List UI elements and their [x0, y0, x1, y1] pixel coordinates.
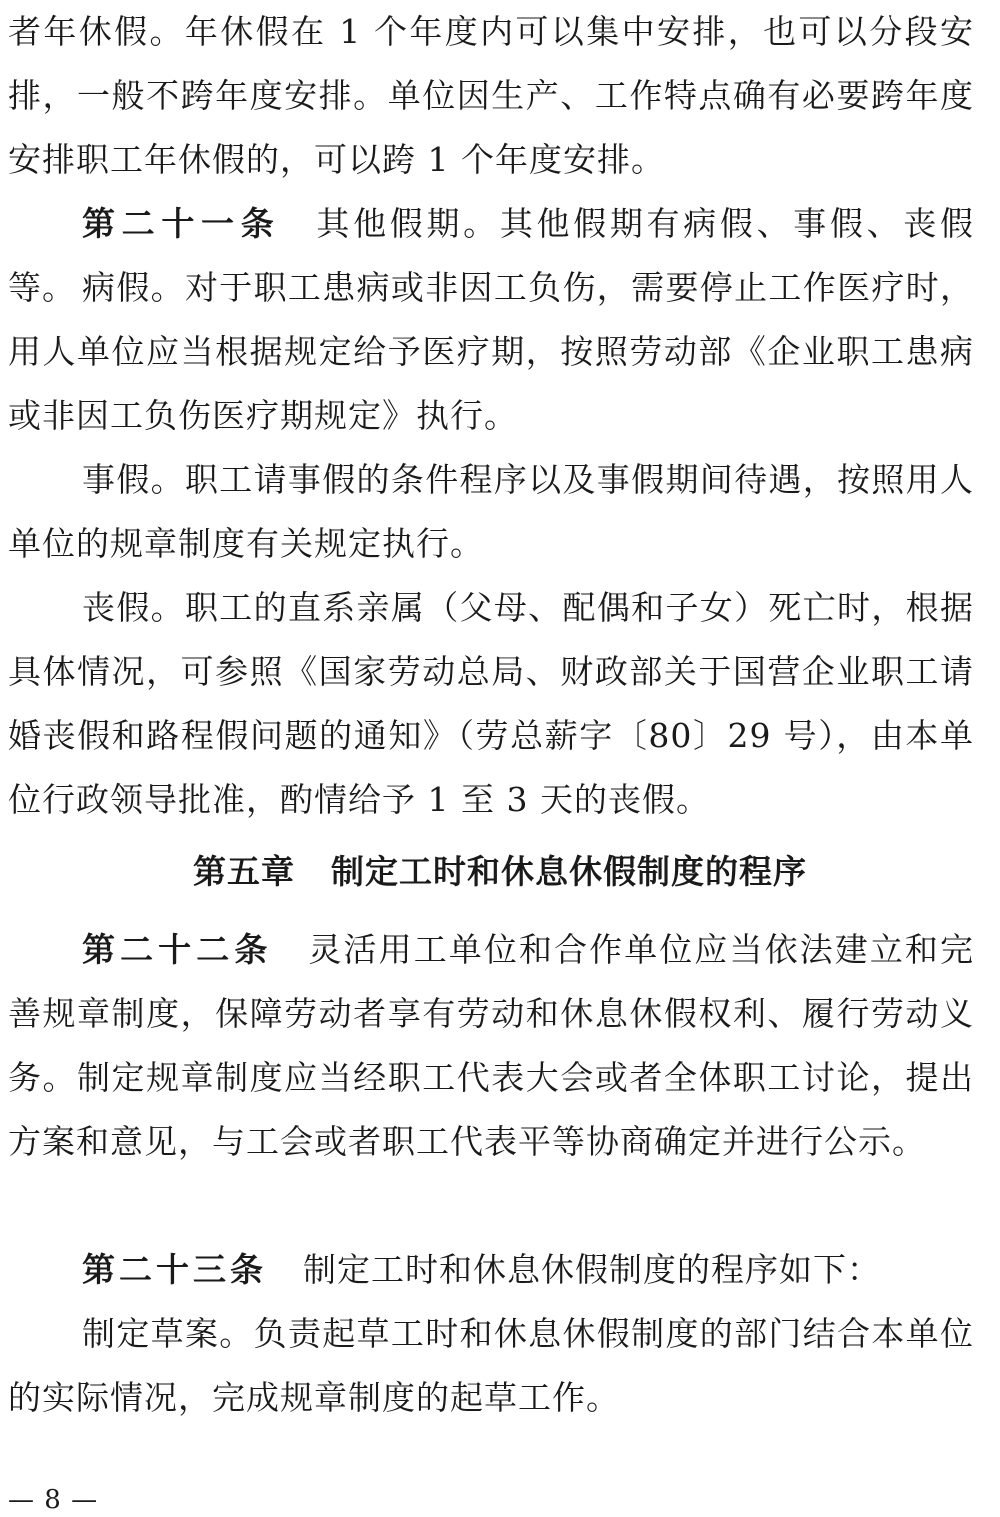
- article-23-label: 第二十三条: [82, 1250, 267, 1289]
- paragraph-personal-leave: 事假。职工请事假的条件程序以及事假期间待遇，按照用人单位的规章制度有关规定执行。: [8, 460, 974, 563]
- article-21-label: 第二十一条: [82, 204, 281, 243]
- article-22-label: 第二十二条: [82, 930, 273, 969]
- paragraph-funeral-leave: 丧假。职工的直系亲属（父母、配偶和子女）死亡时，根据具体情况，可参照《国家劳动总局、财政部关于国营企业职工请婚丧假和路程假问题的通知》（劳总薪字〔80〕29 号），由本单位行政领导批准，酌情给予 1 至 3 天的丧假。: [8, 588, 974, 819]
- paragraph-sick-leave: 病假。对于职工患病或非因工负伤，需要停止工作医疗时，用人单位应当根据规定给予医疗期，按照劳动部《企业职工患病或非因工负伤医疗期规定》执行。: [8, 268, 974, 435]
- paragraph-annual-leave-continued: 者年休假。年休假在 1 个年度内可以集中安排，也可以分段安排，一般不跨年度安排。单位因生产、工作特点确有必要跨年度安排职工年休假的，可以跨 1 个年度安排。: [8, 12, 974, 179]
- article-23-text: 制定工时和休息休假制度的程序如下：: [303, 1250, 881, 1289]
- chapter-number: 第五章: [193, 852, 295, 891]
- page-number: — 8 —: [8, 1485, 99, 1515]
- paragraph-draft: 制定草案。负责起草工时和休息休假制度的部门结合本单位的实际情况，完成规章制度的起草工作。: [8, 1314, 974, 1417]
- article-21-text: 其他假期。其他假期有病假、事假、丧假等。: [8, 204, 975, 307]
- chapter-heading: [0, 842, 1000, 902]
- article-23: [8, 1238, 974, 1302]
- article-22: [8, 918, 974, 1174]
- article-22-text: 灵活用工单位和合作单位应当依法建立和完善规章制度，保障劳动者享有劳动和休息休假权利、履行劳动义务。制定规章制度应当经职工代表大会或者全体职工讨论，提出方案和意见，与工会或者职工代表平等协商确定并进行公示。: [8, 930, 975, 1161]
- chapter-title: 制定工时和休息休假制度的程序: [331, 852, 807, 891]
